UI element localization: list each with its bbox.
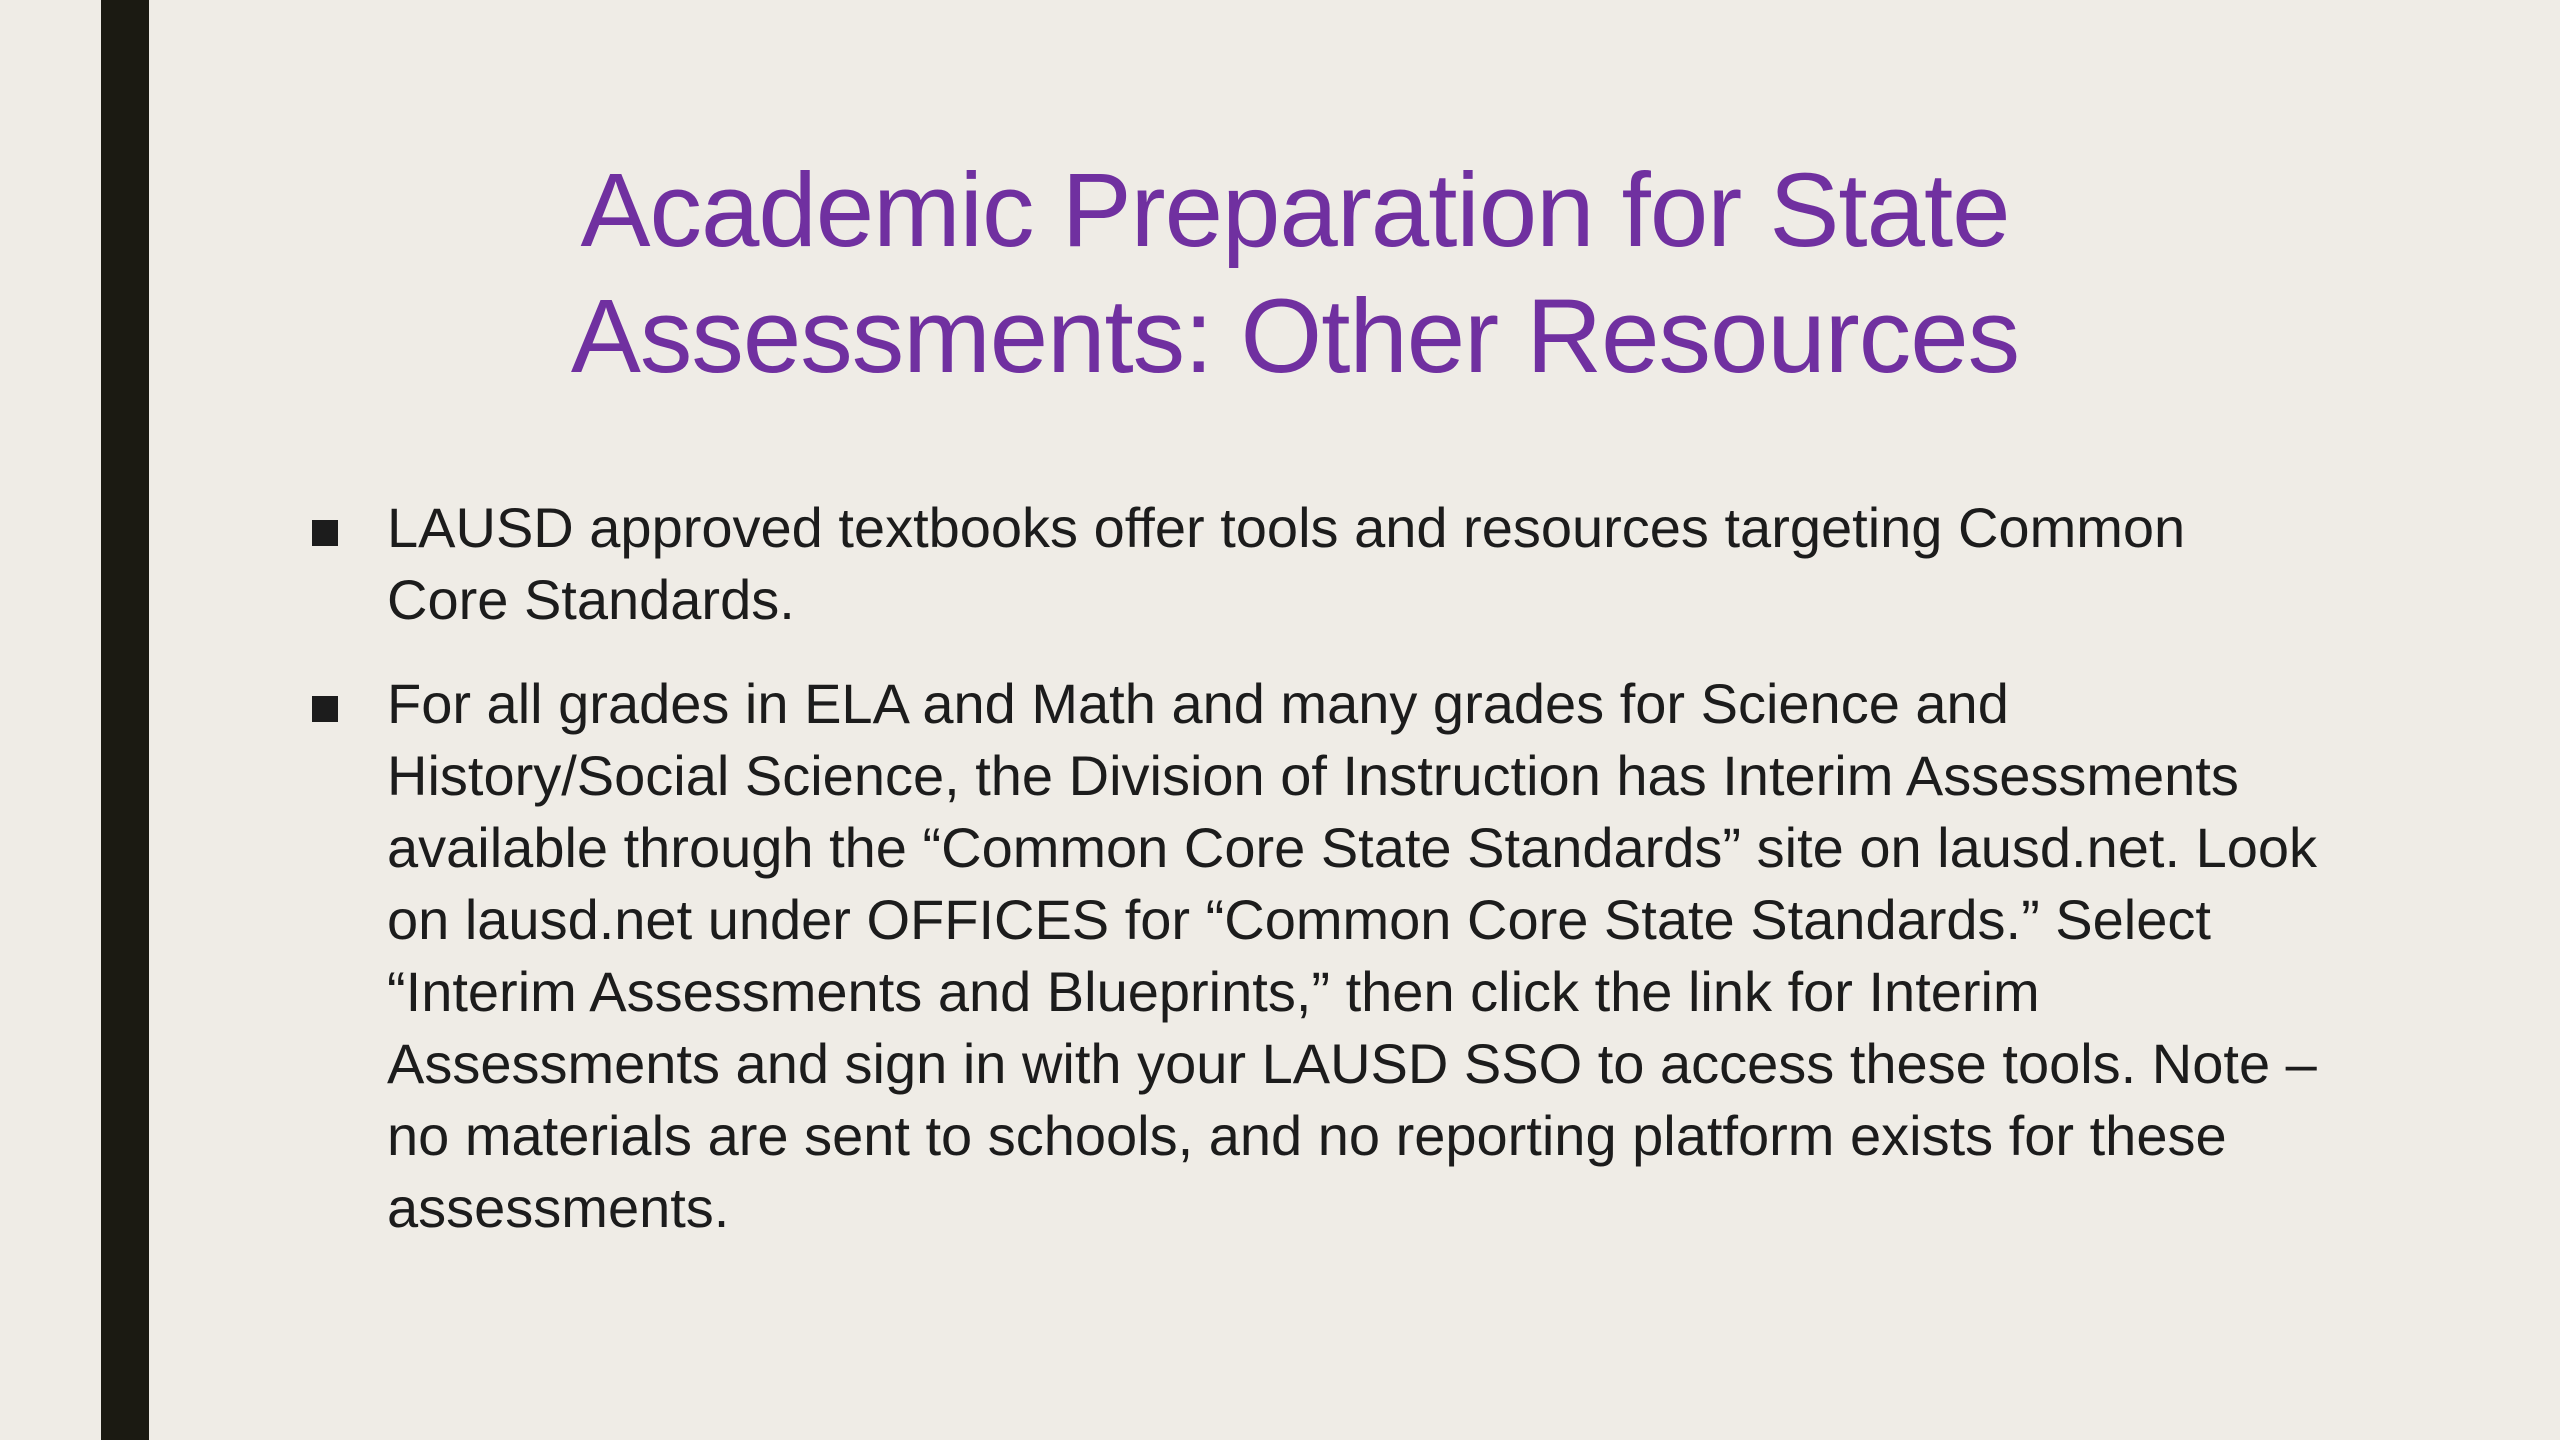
square-bullet-icon xyxy=(312,696,338,722)
left-accent-bar xyxy=(101,0,149,1440)
slide-title-line-1: Academic Preparation for State xyxy=(580,152,2010,269)
bullet-list xyxy=(302,492,2322,1276)
slide-title xyxy=(340,148,2250,400)
slide-title-line-2: Assessments: Other Resources xyxy=(570,278,2020,395)
square-bullet-icon xyxy=(312,520,338,546)
bullet-item-textbooks xyxy=(302,492,2322,636)
bullet-item-interim-assessments xyxy=(302,668,2322,1244)
bullet-text: LAUSD approved textbooks offer tools and resources targeting Common Core Standards. xyxy=(387,496,2186,631)
bullet-text: For all grades in ELA and Math and many grades for Science and History/Social Science, the Division of Instruction has Interim Assessments available through the “Common Core State Standards” site on lausd.net. Look on lausd.net under OFFICES for “Common Core State Standards.” Select “Interim Assessments and Blueprints,” then click the link for Interim Assessments and sign in with your LAUSD SSO to access these tools. Note – no materials are sent to schools, and no reporting platform exists for these assessments. xyxy=(387,672,2318,1239)
